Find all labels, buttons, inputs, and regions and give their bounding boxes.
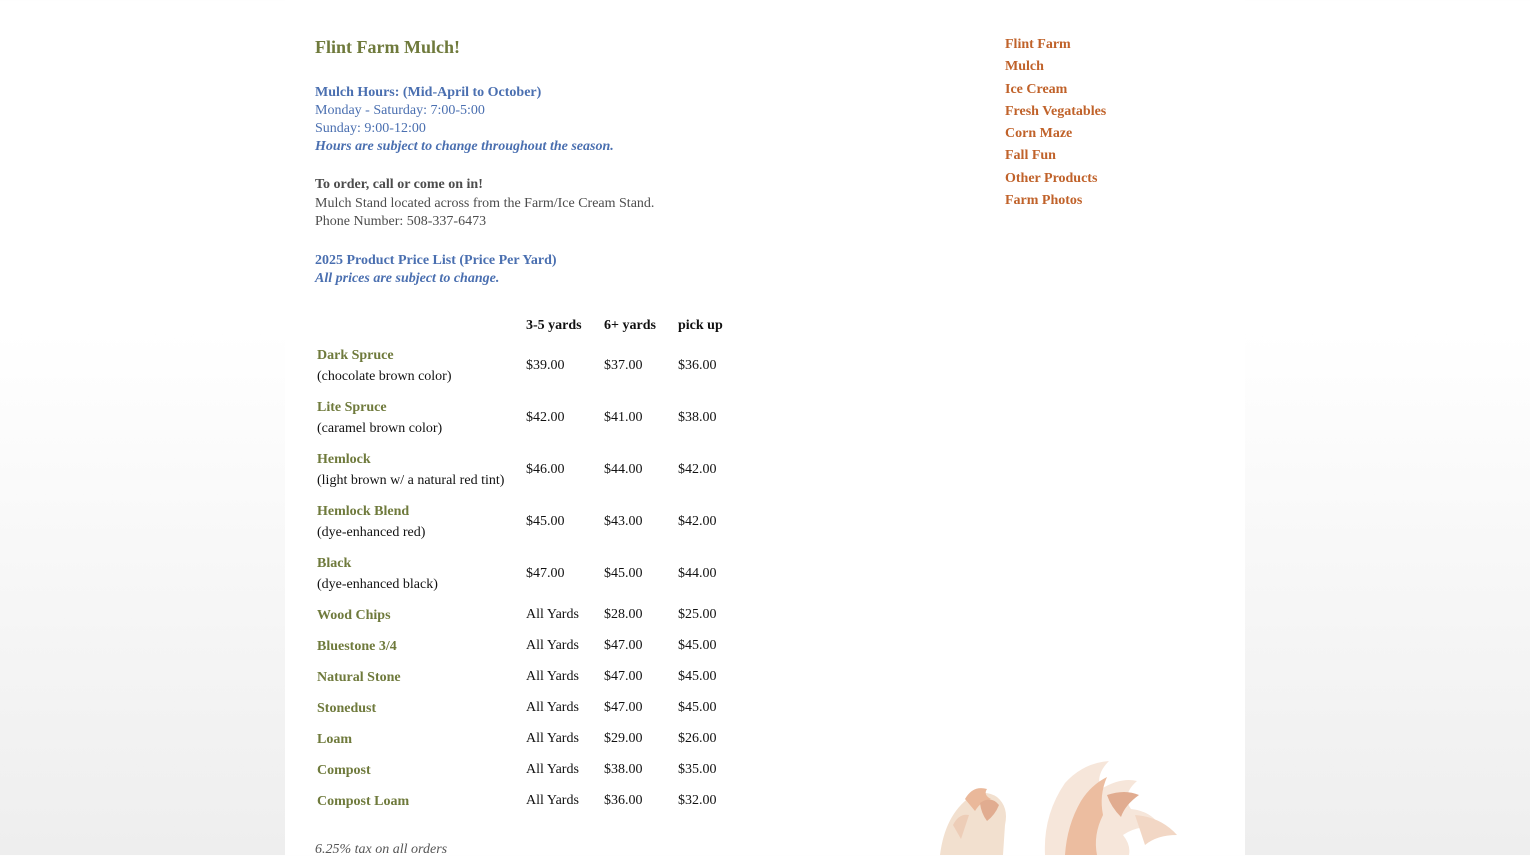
price-pick-up: $44.00 [678, 565, 717, 581]
price-pick-up: $45.00 [678, 638, 717, 653]
order-heading: To order, call or come on in! [315, 177, 483, 192]
table-row [315, 662, 740, 693]
hours-weekday: Monday - Saturday: 7:00-5:00 [315, 103, 485, 118]
product-name: Hemlock [317, 451, 371, 467]
product-description: (chocolate brown color) [317, 368, 452, 384]
header-6-plus-yards: 6+ yards [604, 317, 656, 333]
product-name: Natural Stone [317, 669, 401, 685]
table-row [315, 724, 740, 755]
table-row [315, 392, 740, 444]
price-3-5-yards: All Yards [526, 638, 579, 653]
table-row [315, 755, 740, 786]
price-6-plus-yards: $41.00 [604, 409, 643, 425]
price-6-plus-yards: $47.00 [604, 700, 643, 715]
price-pick-up: $42.00 [678, 513, 717, 529]
nav-link-ice-cream[interactable]: Ice Cream [1005, 81, 1068, 97]
price-6-plus-yards: $47.00 [604, 638, 643, 653]
table-row [315, 548, 740, 600]
price-3-5-yards: All Yards [526, 700, 579, 715]
table-row [315, 786, 740, 817]
table-row [315, 600, 740, 631]
price-pick-up: $35.00 [678, 762, 717, 777]
price-pick-up: $26.00 [678, 731, 717, 746]
price-pick-up: $32.00 [678, 793, 717, 808]
price-3-5-yards: $47.00 [526, 565, 565, 581]
nav-link-farm-photos[interactable]: Farm Photos [1005, 193, 1083, 209]
product-name: Black [317, 555, 352, 571]
page-container [285, 0, 1245, 855]
table-row [315, 496, 740, 548]
nav-link-flint-farm[interactable]: Flint Farm [1005, 37, 1071, 52]
product-description: (dye-enhanced red) [317, 524, 426, 540]
price-3-5-yards: All Yards [526, 669, 579, 684]
table-row [315, 444, 740, 496]
nav-link-other-products[interactable]: Other Products [1005, 170, 1098, 186]
price-pick-up: $25.00 [678, 607, 717, 622]
hours-sunday: Sunday: 9:00-12:00 [315, 121, 426, 136]
tax-note: 6.25% tax on all orders [315, 841, 448, 857]
product-description: (caramel brown color) [317, 420, 443, 436]
page-title: Flint Farm Mulch! [315, 37, 460, 57]
nav-link-corn-maze[interactable]: Corn Maze [1005, 126, 1073, 142]
price-6-plus-yards: $44.00 [604, 461, 643, 477]
price-6-plus-yards: $36.00 [604, 793, 643, 808]
price-3-5-yards: All Yards [526, 762, 579, 777]
product-name: Lite Spruce [317, 399, 387, 415]
product-name: Hemlock Blend [317, 503, 410, 519]
nav-link-fresh-vegetables[interactable]: Fresh Vegatables [1005, 103, 1107, 119]
price-6-plus-yards: $28.00 [604, 607, 643, 622]
product-name: Compost Loam [317, 793, 410, 809]
price-6-plus-yards: $29.00 [604, 731, 643, 746]
price-table [315, 312, 740, 817]
product-description: (dye-enhanced black) [317, 576, 438, 592]
price-pick-up: $38.00 [678, 409, 717, 425]
price-pick-up: $42.00 [678, 461, 717, 477]
price-3-5-yards: All Yards [526, 607, 579, 622]
phone-number: Phone Number: 508-337-6473 [315, 214, 487, 229]
price-3-5-yards: $39.00 [526, 357, 565, 373]
nav-link-fall-fun[interactable]: Fall Fun [1005, 148, 1056, 164]
table-header-row [315, 312, 740, 340]
table-row [315, 693, 740, 724]
product-name: Wood Chips [317, 607, 391, 623]
product-name: Stonedust [317, 700, 377, 716]
stand-location: Mulch Stand located across from the Farm/Ice Cream Stand. [315, 195, 655, 211]
table-row [315, 340, 740, 392]
product-description: (light brown w/ a natural red tint) [317, 472, 505, 488]
price-pick-up: $36.00 [678, 357, 717, 373]
price-6-plus-yards: $38.00 [604, 762, 643, 777]
header-pick-up: pick up [678, 317, 723, 333]
rooster-watermark-image [925, 755, 1225, 855]
price-3-5-yards: $46.00 [526, 461, 565, 477]
price-pick-up: $45.00 [678, 669, 717, 684]
nav-link-mulch[interactable]: Mulch [1005, 59, 1044, 75]
price-3-5-yards: $42.00 [526, 409, 565, 425]
product-name: Dark Spruce [317, 347, 394, 363]
price-list-heading: 2025 Product Price List (Price Per Yard) [315, 252, 557, 268]
price-3-5-yards: All Yards [526, 793, 579, 808]
price-6-plus-yards: $45.00 [604, 565, 643, 581]
header-3-5-yards: 3-5 yards [526, 317, 582, 333]
price-6-plus-yards: $43.00 [604, 513, 643, 529]
header-product [315, 312, 524, 340]
product-name: Bluestone 3/4 [317, 638, 397, 654]
product-name: Loam [317, 731, 352, 747]
price-3-5-yards: All Yards [526, 731, 579, 746]
main-content [315, 36, 955, 858]
hours-heading: Mulch Hours: (Mid-April to October) [315, 85, 542, 100]
price-3-5-yards: $45.00 [526, 513, 565, 529]
price-6-plus-yards: $37.00 [604, 357, 643, 373]
price-pick-up: $45.00 [678, 700, 717, 715]
product-name: Compost [317, 762, 371, 778]
table-row [315, 631, 740, 662]
site-navigation [1005, 34, 1106, 212]
price-list-note: All prices are subject to change. [315, 270, 500, 286]
hours-note: Hours are subject to change throughout the season. [315, 139, 614, 154]
price-6-plus-yards: $47.00 [604, 669, 643, 684]
